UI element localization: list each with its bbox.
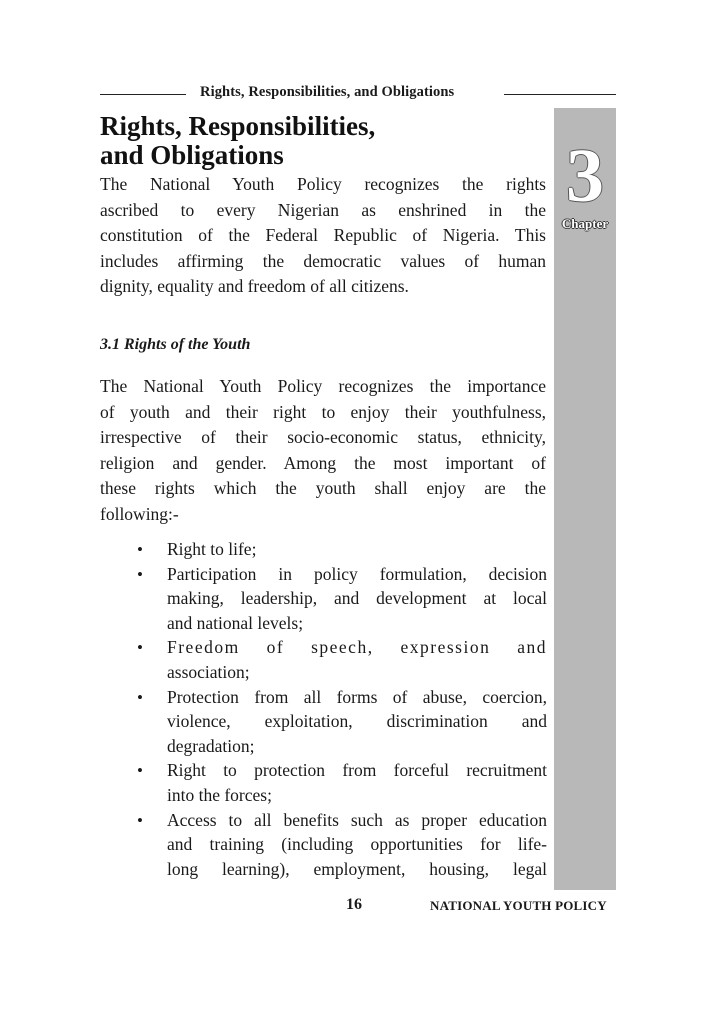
- section-heading: 3.1 Rights of the Youth: [100, 336, 251, 353]
- rights-line: irrespective of their socio-economic status, ethnicity,: [100, 427, 546, 447]
- list-item-line: Access to all benefits such as proper education: [167, 809, 547, 830]
- footer-publication-title: NATIONAL YOUTH POLICY: [430, 898, 607, 913]
- list-item-line: Right to protection from forceful recruitment: [167, 760, 547, 781]
- list-item-line: long learning), employment, housing, legal: [167, 858, 547, 879]
- list-item-line: into the forces;: [167, 784, 272, 805]
- rights-list: [0, 537, 720, 881]
- rights-line: these rights which the youth shall enjoy are the: [100, 478, 546, 498]
- running-head-rule-right: [504, 94, 616, 95]
- rights-line: following:-: [100, 503, 179, 524]
- intro-line: ascribed to every Nigerian as enshrined in the: [100, 199, 546, 220]
- bullet-icon: •: [137, 761, 143, 781]
- running-head-text: Rights, Responsibilities, and Obligations: [200, 84, 455, 100]
- bullet-icon: •: [137, 638, 143, 658]
- list-item-line: Right to life;: [167, 539, 257, 559]
- intro-line: The National Youth Policy recognizes the rights: [100, 174, 546, 194]
- list-item: [0, 685, 720, 759]
- bullet-icon: •: [137, 687, 143, 707]
- chapter-title-line-1: Rights, Responsibilities,: [100, 111, 376, 141]
- rights-line: The National Youth Policy recognizes the importance: [100, 376, 546, 396]
- rights-line: religion and gender. Among the most important of: [100, 452, 546, 473]
- list-item-line: Freedom of speech, expression and: [167, 637, 547, 658]
- running-head-rule-left: [100, 94, 186, 95]
- list-item-line: degradation;: [167, 735, 255, 756]
- rights-paragraph: [100, 374, 546, 527]
- chapter-title: [100, 112, 375, 170]
- list-item-line: association;: [167, 661, 250, 682]
- list-item-line: making, leadership, and development at local: [167, 588, 547, 609]
- rights-line: of youth and their right to enjoy their youthfulness,: [100, 401, 546, 422]
- chapter-title-line-2: and Obligations: [100, 140, 284, 170]
- bullet-icon: •: [137, 540, 143, 559]
- list-item-line: violence, exploitation, discrimination and: [167, 711, 547, 732]
- list-item-line: and national levels;: [167, 612, 304, 633]
- intro-paragraph: [100, 172, 546, 300]
- list-item: [0, 808, 720, 882]
- bullet-icon: •: [137, 810, 143, 830]
- page-footer: [0, 896, 720, 920]
- list-item: [0, 537, 720, 562]
- bullet-icon: •: [137, 564, 143, 584]
- list-item: [0, 635, 720, 684]
- intro-line: includes affirming the democratic values of human: [100, 250, 546, 271]
- page-number: 16: [346, 896, 362, 913]
- list-item-line: and training (including opportunities for life-: [167, 834, 547, 855]
- list-item-line: Protection from all forms of abuse, coercion,: [167, 686, 547, 707]
- list-item-line: Participation in policy formulation, decision: [167, 563, 547, 584]
- intro-line: dignity, equality and freedom of all citizens.: [100, 276, 409, 296]
- intro-line: constitution of the Federal Republic of Nigeria. This: [100, 225, 546, 245]
- chapter-label: Chapter: [561, 216, 609, 231]
- list-item: [0, 562, 720, 636]
- chapter-number: 3: [566, 134, 604, 218]
- running-head: [100, 84, 616, 104]
- list-item: [0, 758, 720, 807]
